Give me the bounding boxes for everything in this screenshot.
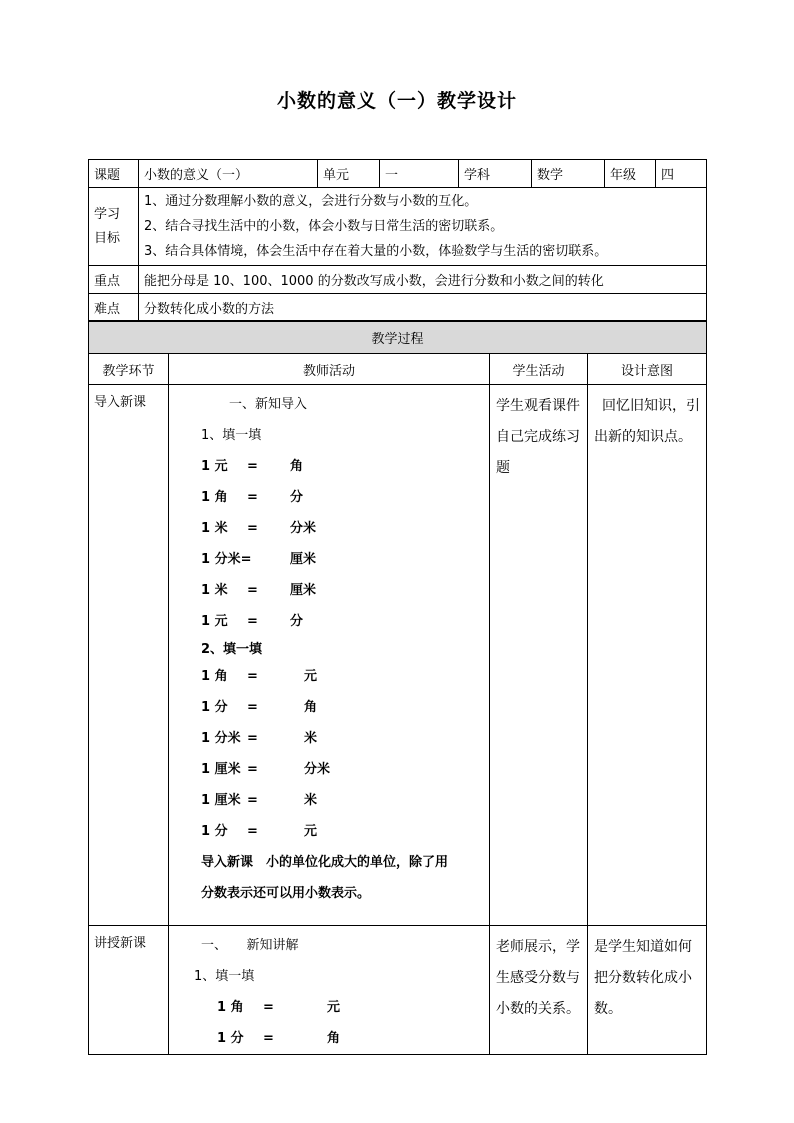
fill-item-left: 1 分	[201, 824, 228, 839]
column-header-teacher: 教师活动	[169, 354, 490, 385]
goal-item-3: 3、结合具体情境，体会生活中存在着大量的小数，体验数学与生活的密切联系。	[144, 244, 608, 259]
fill-item	[169, 992, 489, 1023]
goal-item-2: 2、结合寻找生活中的小数，体会小数与日常生活的密切联系。	[144, 219, 504, 234]
lecture-sub1: 1、填一填	[194, 969, 255, 984]
fill-item	[169, 816, 489, 847]
lecture-section-title: 一、 新知讲解	[201, 938, 299, 953]
intro-design-intent: 回忆旧知识，引出新的知识点。	[588, 385, 707, 926]
fill-item	[169, 544, 489, 575]
process-table	[88, 321, 707, 1055]
column-header-intent: 设计意图	[588, 354, 707, 385]
subject-value: 数学	[532, 160, 605, 188]
topic-label: 课题	[89, 160, 139, 188]
fill-item-equals: =	[247, 459, 258, 474]
fill-item-equals: =	[247, 669, 258, 684]
goal-item-1: 1、通过分数理解小数的意义，会进行分数与小数的互化。	[144, 194, 478, 209]
fill-item-left: 1 角	[201, 490, 228, 505]
fill-item-equals: =	[247, 614, 258, 629]
fill-item	[169, 692, 489, 723]
fill-item-left: 1 厘米	[201, 762, 241, 777]
fill-item-left: 1 分米	[201, 731, 241, 746]
fill-item-unit: 元	[304, 669, 318, 684]
fill-item	[169, 513, 489, 544]
lecture-design-intent: 是学生知道如何把分数转化成小数。	[588, 926, 707, 1055]
difficulty-value: 分数转化成小数的方法	[139, 294, 707, 321]
info-table	[88, 159, 707, 321]
intro-sub2: 2、填一填	[201, 642, 263, 657]
fill-item-unit: 分米	[304, 762, 331, 777]
fill-item-left: 1 元	[201, 459, 228, 474]
lecture-teacher-activity	[169, 926, 490, 1055]
fill-item	[169, 754, 489, 785]
fill-item-equals: =	[263, 1031, 274, 1046]
fill-item-unit: 角	[327, 1031, 341, 1046]
lecture-student-activity: 老师展示，学生感受分数与小数的关系。	[490, 926, 588, 1055]
fill-item-equals: =	[263, 1000, 274, 1015]
subject-label: 学科	[459, 160, 532, 188]
difficulty-label: 难点	[89, 294, 139, 321]
fill-item	[169, 723, 489, 754]
process-header: 教学过程	[89, 322, 707, 354]
fill-item-left: 1 分米=	[201, 552, 252, 567]
grade-value: 四	[656, 160, 707, 188]
intro-summary-line-1: 导入新课 小的单位化成大的单位，除了用	[201, 855, 449, 870]
fill-item-unit: 米	[304, 731, 318, 746]
fill-item-left: 1 分	[201, 700, 228, 715]
fill-item-equals: =	[247, 824, 258, 839]
intro-items-2	[169, 661, 489, 847]
fill-item-left: 1 角	[217, 1000, 244, 1015]
intro-student-activity: 学生观看课件自己完成练习题	[490, 385, 588, 926]
fill-item-left: 1 元	[201, 614, 228, 629]
fill-item-left: 1 米	[201, 583, 228, 598]
fill-item-equals: =	[247, 762, 258, 777]
fill-item	[169, 451, 489, 482]
goals-label-line-2: 目标	[94, 230, 121, 246]
intro-section-title: 一、新知导入	[229, 397, 308, 412]
topic-value: 小数的意义（一）	[139, 160, 318, 188]
fill-item-left: 1 分	[217, 1031, 244, 1046]
fill-item-equals: =	[247, 583, 258, 598]
fill-item-unit: 米	[304, 793, 318, 808]
goals-label-line-1: 学习	[94, 206, 121, 222]
fill-item-unit: 分	[290, 614, 304, 629]
document-title: 小数的意义（一）教学设计	[276, 90, 517, 112]
fill-item-unit: 厘米	[290, 552, 317, 567]
unit-value: 一	[380, 160, 459, 188]
fill-item-equals: =	[247, 731, 258, 746]
fill-item-unit: 分米	[290, 521, 317, 536]
key-point-value: 能把分母是 10、100、1000 的分数改写成小数，会进行分数和小数之间的转化	[139, 266, 707, 294]
grade-label: 年级	[605, 160, 656, 188]
fill-item	[169, 1023, 489, 1054]
fill-item	[169, 606, 489, 637]
fill-item-equals: =	[247, 793, 258, 808]
column-header-student: 学生活动	[490, 354, 588, 385]
intro-items-1	[169, 451, 489, 637]
goals-label	[89, 188, 139, 266]
fill-item-unit: 厘米	[290, 583, 317, 598]
fill-item	[169, 661, 489, 692]
unit-label: 单元	[318, 160, 380, 188]
fill-item-left: 1 角	[201, 669, 228, 684]
fill-item-left: 1 厘米	[201, 793, 241, 808]
fill-item-unit: 元	[304, 824, 318, 839]
key-point-label: 重点	[89, 266, 139, 294]
fill-item-unit: 元	[327, 1000, 341, 1015]
fill-item	[169, 482, 489, 513]
lecture-items	[169, 992, 489, 1054]
fill-item	[169, 575, 489, 606]
fill-item	[169, 785, 489, 816]
intro-teacher-activity	[169, 385, 490, 926]
fill-item-unit: 角	[290, 459, 304, 474]
fill-item-equals: =	[247, 490, 258, 505]
fill-item-unit: 分	[290, 490, 304, 505]
fill-item-unit: 角	[304, 700, 318, 715]
fill-item-equals: =	[247, 521, 258, 536]
column-header-stage: 教学环节	[89, 354, 169, 385]
fill-item-left: 1 米	[201, 521, 228, 536]
goals-list	[139, 188, 707, 266]
intro-sub1: 1、填一填	[201, 428, 262, 443]
intro-stage: 导入新课	[89, 385, 169, 926]
fill-item-equals: =	[247, 700, 258, 715]
intro-summary-line-2: 分数表示还可以用小数表示。	[201, 886, 371, 901]
lecture-stage: 讲授新课	[89, 926, 169, 1055]
